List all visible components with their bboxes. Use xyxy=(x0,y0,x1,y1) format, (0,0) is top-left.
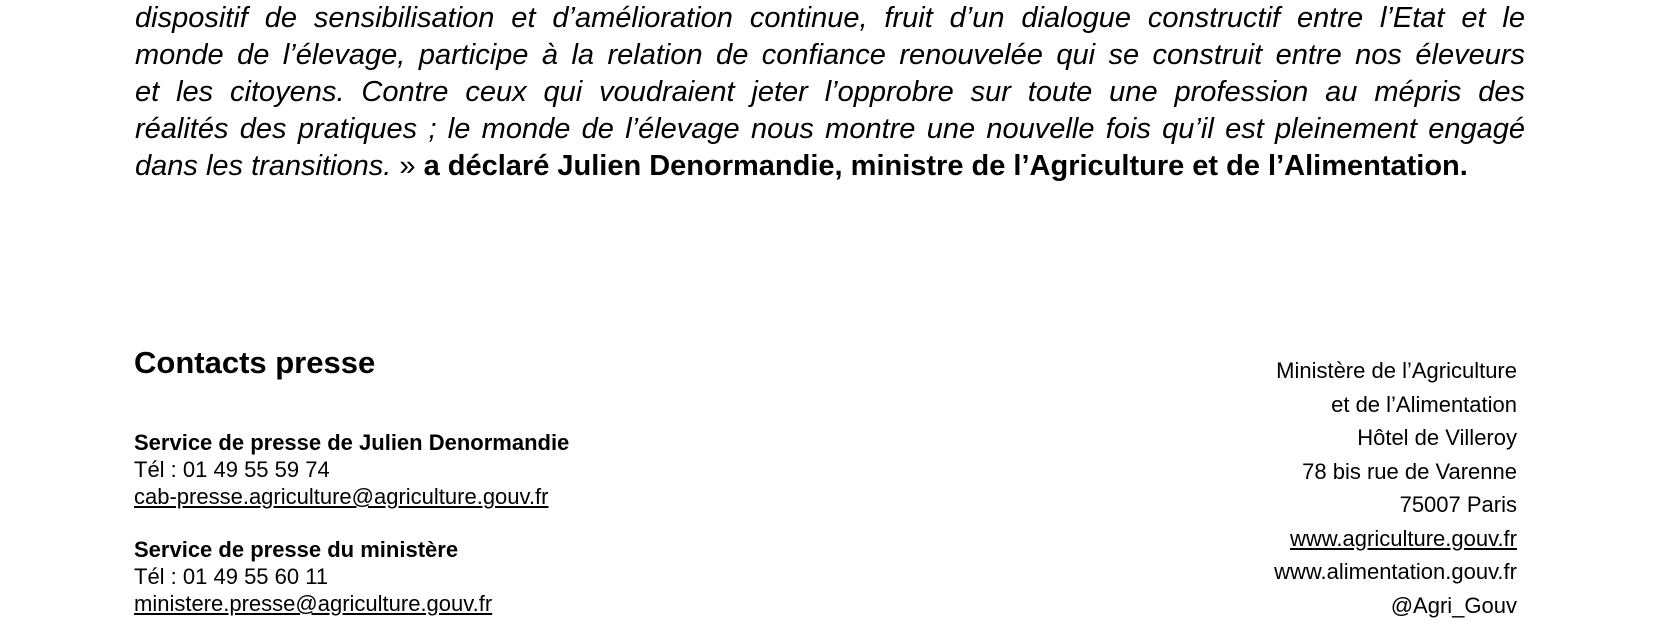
press-service-name: Service de presse de Julien Denormandie xyxy=(134,430,570,455)
website-text-alimentation: www.alimentation.gouv.fr xyxy=(1274,559,1517,584)
press-email-link[interactable]: cab-presse.agriculture@agriculture.gouv.fr xyxy=(134,484,549,509)
address-line-ministry: Ministère de l’Agriculture xyxy=(1276,358,1517,383)
press-service-name: Service de presse du ministère xyxy=(134,537,459,562)
address-line-city: 75007 Paris xyxy=(1399,492,1517,517)
quote-paragraph xyxy=(135,0,1525,185)
ministry-address xyxy=(1097,354,1517,622)
quote-attribution: a déclaré Julien Denormandie, ministre de l’Agriculture et de l’Alimentation. xyxy=(423,150,1468,182)
contacts-title: Contacts presse xyxy=(134,345,376,380)
press-phone: Tél : 01 49 55 59 74 xyxy=(134,457,330,482)
quote-end-text: dans les transitions. xyxy=(135,150,392,182)
website-link-agriculture[interactable]: www.agriculture.gouv.fr xyxy=(1289,525,1517,551)
quote-line: et les citoyens. Contre ceux qui voudraient jeter l’opprobre sur toute une profession au mépris des xyxy=(135,76,1525,108)
press-contact-minister xyxy=(134,429,569,510)
quote-last-line xyxy=(135,148,1525,185)
closing-quote-mark: » xyxy=(391,150,424,182)
quote-line: monde de l’élevage, participe à la relation de confiance renouvelée qui se construit entre nos éleveurs xyxy=(135,39,1525,71)
quote-line: réalités des pratiques ; le monde de l’élevage nous montre une nouvelle fois qu’il est pleinement engagé xyxy=(135,113,1525,145)
twitter-handle: @Agri_Gouv xyxy=(1390,592,1517,618)
press-contact-ministry xyxy=(134,536,492,617)
press-phone: Tél : 01 49 55 60 11 xyxy=(134,564,329,589)
quote-line: dispositif de sensibilisation et d’amélioration continue, fruit d’un dialogue constructif entre l’Etat et le xyxy=(135,2,1525,34)
address-line-building: Hôtel de Villeroy xyxy=(1357,425,1517,450)
address-line-street: 78 bis rue de Varenne xyxy=(1302,458,1517,484)
press-email-link[interactable]: ministere.presse@agriculture.gouv.fr xyxy=(134,591,493,616)
address-line-ministry-cont: et de l’Alimentation xyxy=(1331,391,1517,417)
